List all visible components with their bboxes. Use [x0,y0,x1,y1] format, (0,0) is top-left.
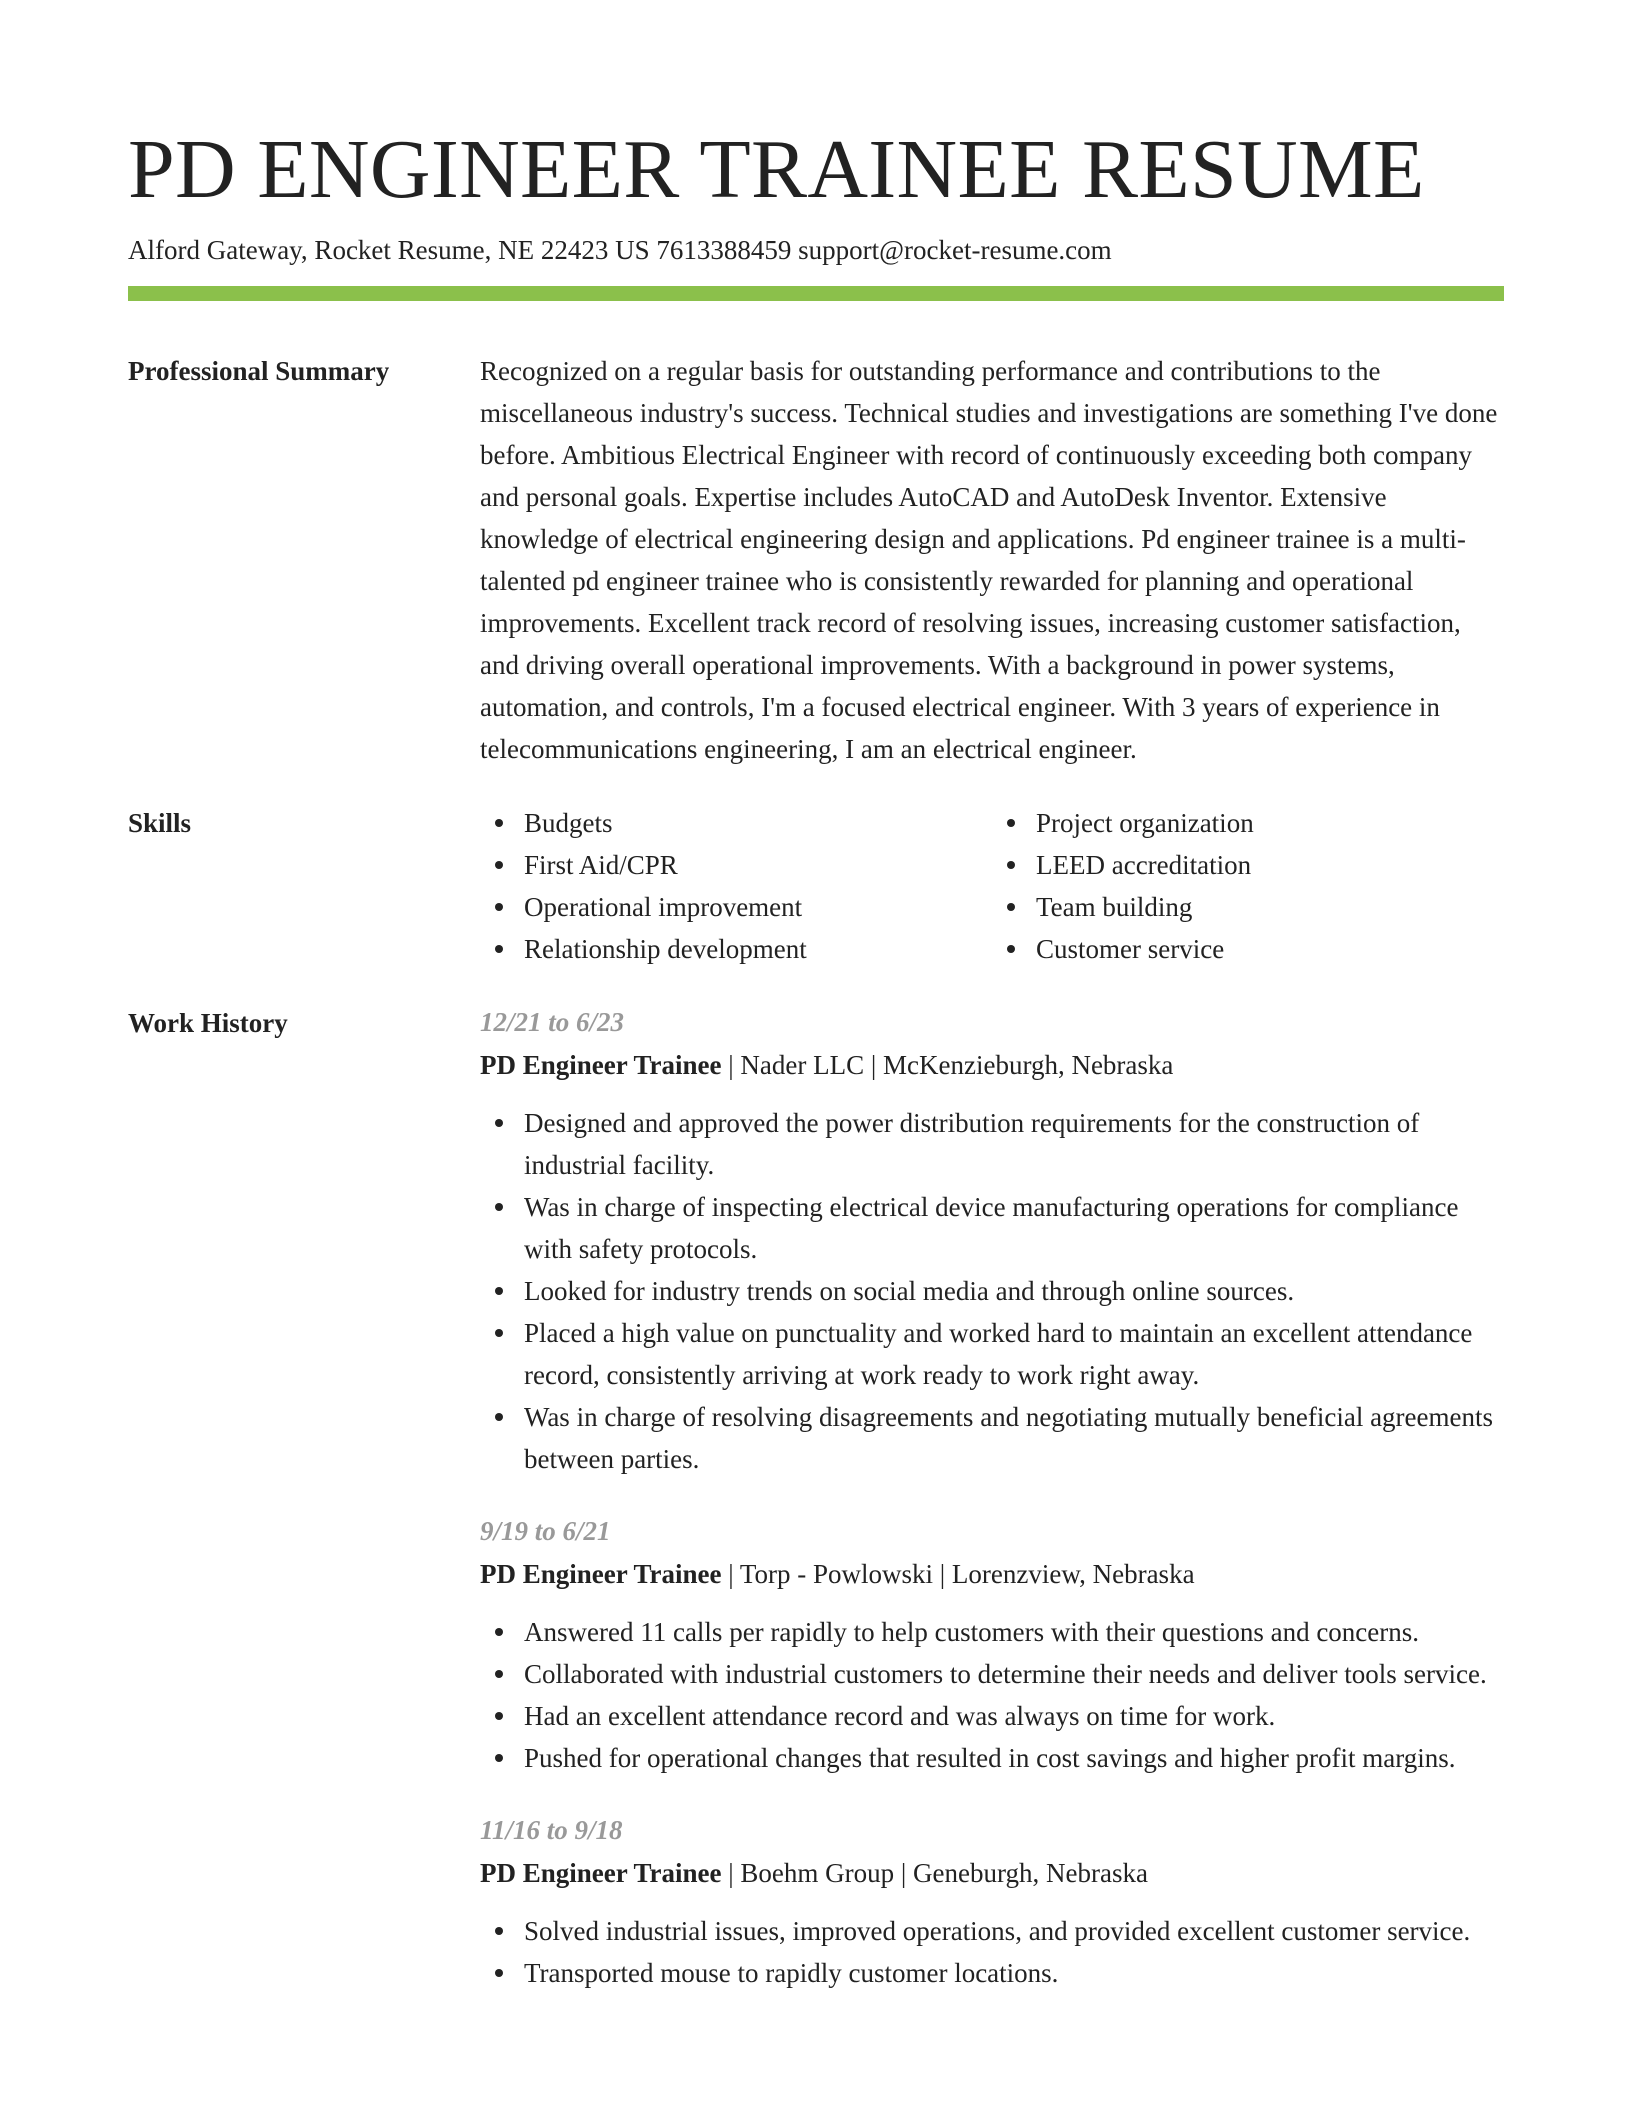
job-dates: 12/21 to 6/23 [480,1007,625,1037]
skill-item: LEED accreditation [1036,844,1504,886]
job-entry [480,1510,1504,1779]
job-dates: 9/19 to 6/21 [480,1516,611,1546]
job-bullet: Solved industrial issues, improved operations, and provided excellent customer service. [524,1910,1504,1952]
skill-item: First Aid/CPR [524,844,992,886]
summary-text: Recognized on a regular basis for outstanding performance and contributions to the miscellaneous industry's success. Technical studies and investigations are something I've done before. Ambitious Electrical Engineer with record of continuously exceeding both company and personal goals. Expertise includes AutoCAD and AutoDesk Inventor. Extensive knowledge of electrical engineering design and applications. Pd engineer trainee is a multi-talented pd engineer trainee who is consistently rewarded for planning and operational improvements. Excellent track record of resolving issues, increasing customer satisfaction, and driving overall operational improvements. With a background in power systems, automation, and controls, I'm a focused electrical engineer. With 3 years of experience in telecommunications engineering, I am an electrical engineer. [480,356,1498,764]
header-divider [128,286,1504,301]
job-bullet: Designed and approved the power distribution requirements for the construction of industrial facility. [524,1102,1504,1186]
job-dates: 11/16 to 9/18 [480,1815,623,1845]
job-bullet: Collaborated with industrial customers to determine their needs and deliver tools service. [524,1653,1504,1695]
job-bullet-list [480,1611,1504,1779]
job-company-location: | Boehm Group | Geneburgh, Nebraska [721,1858,1148,1888]
job-bullet: Was in charge of inspecting electrical device manufacturing operations for compliance with safety protocols. [524,1186,1504,1270]
job-title-line [480,1852,1504,1894]
job-bullet: Transported mouse to rapidly customer locations. [524,1952,1504,1994]
resume-title: PD ENGINEER TRAINEE RESUME [128,123,1425,216]
skills-list-left [480,802,992,970]
job-role: PD Engineer Trainee [480,1559,722,1589]
job-title-line [480,1044,1504,1086]
job-company-location: | Torp - Powlowski | Lorenzview, Nebraska [721,1559,1195,1589]
job-bullet: Had an excellent attendance record and was always on time for work. [524,1695,1504,1737]
job-role: PD Engineer Trainee [480,1050,722,1080]
skills-section [480,802,1504,970]
summary-section [480,350,1504,770]
job-entry [480,1001,1504,1480]
job-bullet: Was in charge of resolving disagreements and negotiating mutually beneficial agreements between parties. [524,1396,1504,1480]
job-role: PD Engineer Trainee [480,1858,722,1888]
skills-list-right [992,802,1504,970]
job-company-location: | Nader LLC | McKenzieburgh, Nebraska [721,1050,1174,1080]
skill-item: Customer service [1036,928,1504,970]
job-bullet-list [480,1102,1504,1480]
skills-heading: Skills [128,808,192,838]
job-bullet: Looked for industry trends on social media and through online sources. [524,1270,1504,1312]
skill-item: Relationship development [524,928,992,970]
summary-heading: Professional Summary [128,356,390,386]
skill-item: Team building [1036,886,1504,928]
work-history-section [480,1002,1504,1994]
skill-item: Project organization [1036,802,1504,844]
job-title-line [480,1553,1504,1595]
job-bullet: Placed a high value on punctuality and worked hard to maintain an excellent attendance record, consistently arriving at work ready to work right away. [524,1312,1504,1396]
job-entry [480,1809,1504,1994]
job-bullet-list [480,1910,1504,1994]
skill-item: Operational improvement [524,886,992,928]
job-bullet: Pushed for operational changes that resulted in cost savings and higher profit margins. [524,1737,1504,1779]
job-bullet: Answered 11 calls per rapidly to help customers with their questions and concerns. [524,1611,1504,1653]
skill-item: Budgets [524,802,992,844]
skills-columns [480,802,1504,970]
work-history-heading: Work History [128,1008,288,1038]
contact-line: Alford Gateway, Rocket Resume, NE 22423 US 7613388459 support@rocket-resume.com [128,235,1112,265]
